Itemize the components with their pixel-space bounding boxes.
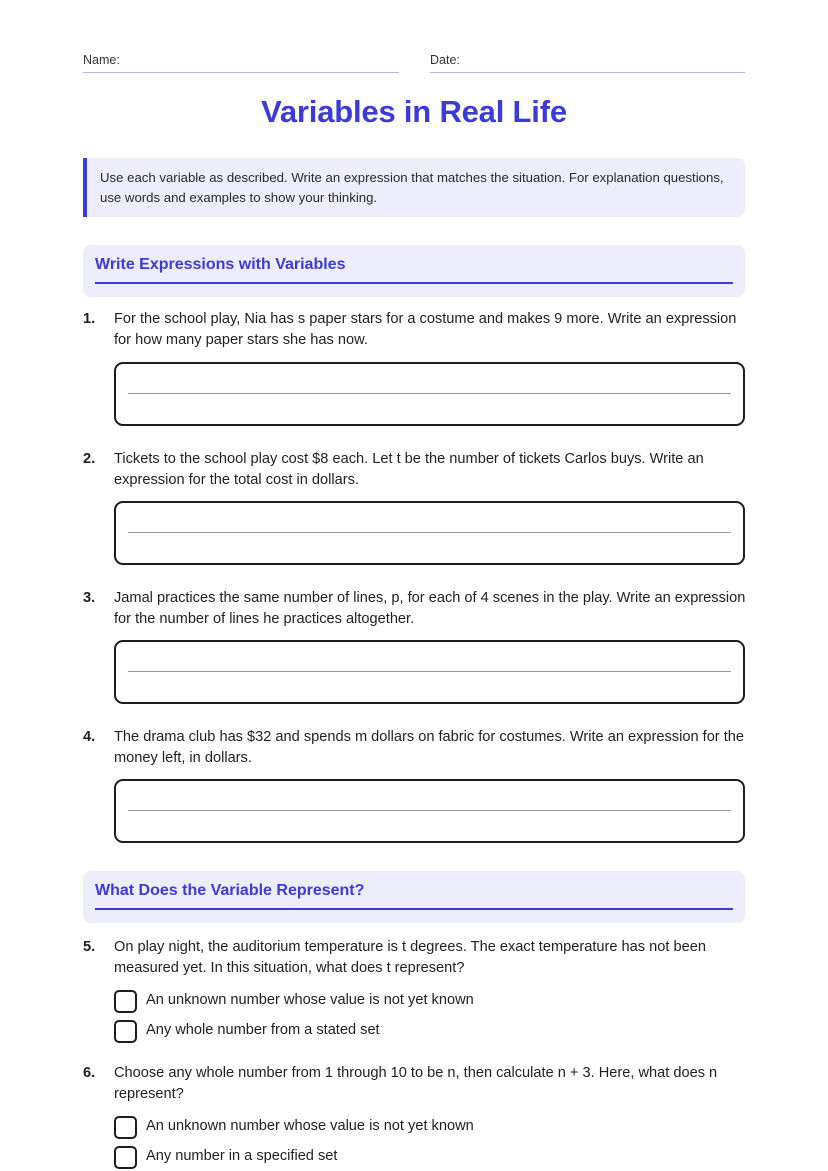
question-number: 3. bbox=[83, 590, 96, 606]
answer-box-4[interactable] bbox=[114, 779, 745, 843]
choice-label: Any whole number from a stated set bbox=[146, 1022, 380, 1038]
question-text: On play night, the auditorium temperature is t degrees. The exact temperature has not been measured yet. In this situation, what does t represent? bbox=[114, 939, 706, 976]
date-label: Date: bbox=[430, 53, 460, 67]
question-number: 2. bbox=[83, 451, 96, 467]
choice-label: An unknown number whose value is not yet known bbox=[146, 992, 474, 1008]
student-info-row bbox=[83, 52, 745, 74]
name-label: Name: bbox=[83, 53, 120, 67]
answer-line bbox=[128, 393, 731, 394]
question-text: Choose any whole number from 1 through 10 to be n, then calculate n + 3. Here, what does n represent? bbox=[114, 1065, 718, 1102]
checkbox[interactable] bbox=[114, 1020, 137, 1043]
instructions-box: Use each variable as described. Write an expression that matches the situation. For explanation questions, use words and examples to show your thinking. bbox=[83, 158, 745, 217]
question-number: 1. bbox=[83, 311, 96, 327]
section-divider bbox=[95, 282, 733, 284]
answer-line bbox=[128, 532, 731, 533]
question-number: 6. bbox=[83, 1065, 96, 1081]
answer-box-2[interactable] bbox=[114, 501, 745, 565]
answer-box-1[interactable] bbox=[114, 362, 745, 426]
checkbox[interactable] bbox=[114, 1116, 137, 1139]
choice-label: An unknown number whose value is not yet known bbox=[146, 1118, 474, 1134]
section-heading-label: What Does the Variable Represent? bbox=[95, 882, 365, 899]
worksheet-title: Variables in Real Life bbox=[261, 94, 567, 129]
answer-line bbox=[128, 810, 731, 811]
section-heading-variable-represent bbox=[83, 871, 745, 923]
question-text: Jamal practices the same number of lines, p, for each of 4 scenes in the play. Write an expression for the number of lines he practices altogether. bbox=[114, 590, 746, 627]
name-field[interactable] bbox=[83, 52, 399, 73]
choice-label: Any number in a specified set bbox=[146, 1148, 338, 1164]
answer-line bbox=[128, 671, 731, 672]
section-heading-label: Write Expressions with Variables bbox=[95, 256, 346, 273]
question-text: The drama club has $32 and spends m dollars on fabric for costumes. Write an expression for the money left, in dollars. bbox=[114, 729, 745, 766]
question-text: For the school play, Nia has s paper stars for a costume and makes 9 more. Write an expression for how many paper stars she has now. bbox=[114, 311, 737, 348]
question-text: Tickets to the school play cost $8 each. Let t be the number of tickets Carlos buys. Write an expression for the total cost in dollars. bbox=[114, 451, 704, 488]
checkbox[interactable] bbox=[114, 990, 137, 1013]
question-number: 5. bbox=[83, 939, 96, 955]
question-number: 4. bbox=[83, 729, 96, 745]
section-divider bbox=[95, 908, 733, 910]
answer-box-3[interactable] bbox=[114, 640, 745, 704]
section-heading-write-expressions bbox=[83, 245, 745, 297]
date-field[interactable] bbox=[430, 52, 745, 73]
checkbox[interactable] bbox=[114, 1146, 137, 1169]
